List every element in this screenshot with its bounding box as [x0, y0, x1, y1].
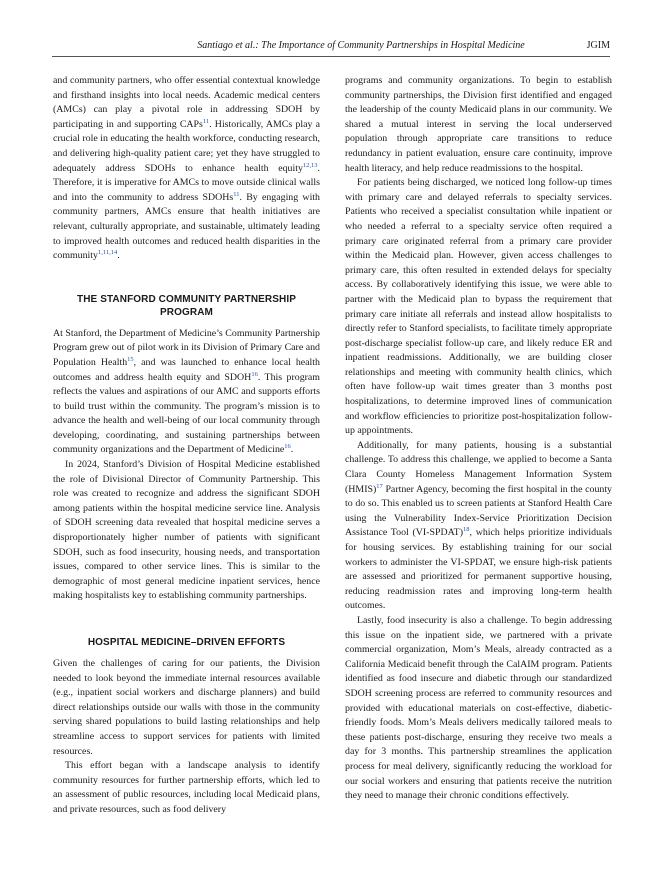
citation[interactable]: 18	[462, 526, 470, 534]
citation[interactable]: 15	[127, 355, 134, 363]
section-heading-hospital-medicine: HOSPITAL MEDICINE–DRIVEN EFFORTS	[87, 637, 286, 648]
right-column	[345, 74, 612, 804]
text-run: , which helps prioritize individuals for housing services. By establishing training for our social workers to administer the VI-SPDAT, we ensure high-risk patients are assessed and prioritized for permanent supportive housing, reducing readmission rates and improving long-term health outcomes.	[345, 527, 613, 612]
running-title: Santiago et al.: The Importance of Community Partnerships in Hospital Medicine	[197, 40, 525, 51]
citation[interactable]: 11	[233, 190, 240, 198]
citation[interactable]: 1,11,14	[97, 249, 118, 257]
citation[interactable]: 17	[376, 482, 383, 490]
text-run: Partner Agency, becoming the first hospital in the county to do so. This enabled us to screen patients at Stanford Health Care using the Vulnerability Index-Service Prioritization Decision Assistance Tool (VI-SPDAT)	[345, 483, 612, 539]
running-header	[52, 38, 610, 57]
citation[interactable]: 12,13	[302, 161, 318, 169]
citation[interactable]: 16	[251, 370, 258, 378]
text-run: and community partners, who offer essential contextual knowledge and firsthand insights into local needs. Academic medical centers (AMCs) can play a pivotal role in addressing SDOH by participating in and supporting CAPs	[53, 75, 320, 130]
heading-line: PROGRAM	[160, 306, 213, 318]
text-run: . Historically, AMCs play a crucial role in educating the health workforce, conducting research, and delivering high-quality patient care; yet they have struggled to adequately address SDOHs to enhance health equity	[53, 118, 320, 174]
citation[interactable]: 11	[202, 117, 210, 125]
journal-name: JGIM	[586, 40, 610, 51]
paragraph-discharge-followup: For patients being discharged, we noticed long follow-up times with primary care and delayed referrals to specialty services. Patients who received a specialist consultation while inpatient or who needed a referral to a specialty service often required a primary care originated referral from a primary care provider within the Medicaid plan. However, given access challenges to primary care, this often resulted in extended delays for specialty access. By collaboratively identifying this issue, we were able to partner with the Medicaid plan to bypass the requirement that primary care initiate all referrals and instead allow hospitalists to directly refer to Stanford specialists, to facilitate timely appropriate post-discharge specialist follow-up care, and likely reduce ER and inpatient readmissions. Additionally, we are building closer relationships and meeting with community health clinics, which often have follow-up wait times greater than 3 months post hospitalizations, to determine improved lines of communication and workflow efficiencies to prioritize post-hospitalization follow-up appointments.	[345, 177, 612, 437]
text-run: .	[290, 444, 294, 456]
paragraph-program	[53, 327, 320, 458]
paragraph-food-insecurity: Lastly, food insecurity is also a challenge. To begin addressing this issue on the inpatient side, we partnered with a private commercial organization, Mom’s Meals, already contracted as a California Medicaid benefit through the CalAIM program. Patients identified as food insecure and diabetic through our standardized SDOH screening process are referred to community resources and provided with educational materials on cost-effective, diabetic-friendly foods. Mom’s Meals delivers medically tailored meals to these patients post-discharge, ensuring they receive two meals a day for 3 months. This partnership streamlines the application process for meal delivery, significantly reducing the workload for our social workers and ensuring that patients receive the nutrition they need to manage their chronic conditions effectively.	[345, 614, 612, 802]
text-run: .	[117, 250, 120, 262]
paragraph-challenges: Given the challenges of caring for our patients, the Division needed to look beyond the immediate internal resources available (e.g., inpatient social workers and discharge planners) and build direct relationships outside our walls with those in the community serving shared populations to build lasting relationships and help streamline access to support services for patients with limited resources.	[53, 658, 320, 757]
text-run: . By engaging with community partners, AMCs ensure that health initiatives are relevant, culturally appropriate, and sustainable, ultimately leading to improved health outcomes and reduced health disparities in the community	[53, 191, 320, 262]
text-run: At Stanford, the Department of Medicine’s Community Partnership Program grew out of pilot work in its Division of Primary Care and Population Health	[53, 327, 320, 368]
citation[interactable]: 16	[284, 443, 291, 451]
paragraph-housing	[345, 439, 612, 614]
text-run: Additionally, for many patients, housing is a substantial challenge. To address this challenge, we applied to become a Santa Clara County Homeless Management Information System (HMIS)	[345, 439, 612, 495]
paragraph-intro-continued	[53, 74, 320, 264]
section-heading-stanford-program	[53, 293, 320, 319]
text-run: . Therefore, it is imperative for AMCs to move outside clinical walls and into the community to address SDOHs	[53, 162, 320, 203]
text-run: , and was launched to enhance local health outcomes and address health equity and SDOH	[53, 356, 320, 383]
paragraph-landscape-analysis: This effort began with a landscape analysis to identify community resources for further partnership efforts, which led to an assessment of public resources, including local Medicaid plans, and private resources, such as food delivery	[53, 760, 320, 815]
heading-line: THE STANFORD COMMUNITY PARTNERSHIP	[77, 293, 296, 305]
paragraph-divisional-director: In 2024, Stanford’s Division of Hospital Medicine established the role of Divisional Director of Community Partnership. This role was created to recognize and address the significant SDOH among patients within the hospital medicine service line. Analysis of SDOH screening data revealed that hospital medicine serves a disproportionately higher number of patients with significant SDOH, such as food insecurity, housing needs, and transportation issues, compared to other service lines. This is similar to the demographic of most general medicine inpatient services, hence making hospitalists key to establishing community partnerships.	[53, 459, 320, 602]
text-run: . This program reflects the values and aspirations of our AMC and supports efforts to build trust within the community. The program’s mission is to advance the health and well-being of our local community through developing, coordinating, and sustaining partnerships between community organizations and the Department of Medicine	[53, 371, 320, 456]
paragraph-medicaid-plans: programs and community organizations. To begin to establish community partnerships, the Division first identified and engaged the leadership of the county Medicaid plans in our community. We shared a mutual interest in serving the local underserved population through appropriate care transitions to reduce redundancy in patient evaluation, ensure care continuity, improve health literacy, and help reduce readmissions to the hospital.	[345, 75, 612, 174]
left-column	[53, 74, 320, 818]
